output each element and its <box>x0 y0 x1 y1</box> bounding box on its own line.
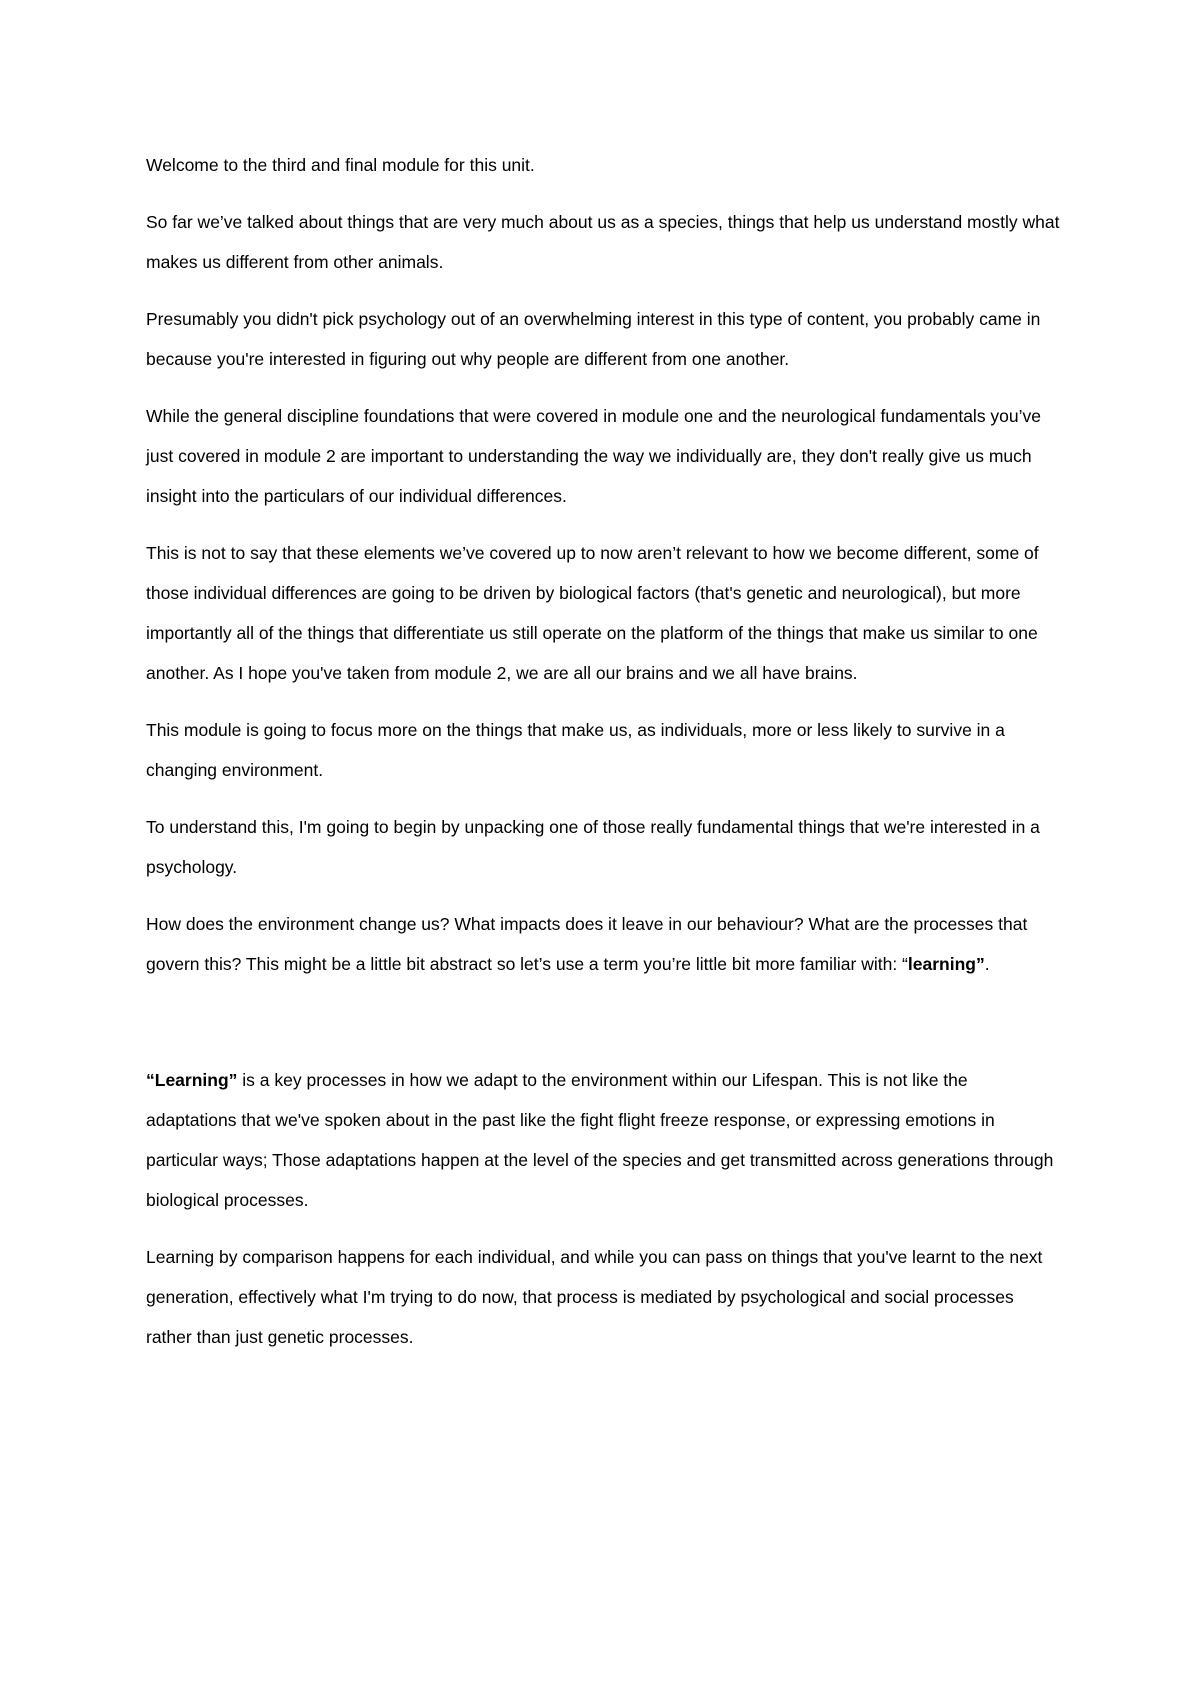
learning-heading-bold: “Learning” <box>146 1070 238 1090</box>
paragraph-learning-definition-text: is a key processes in how we adapt to the environment within our Lifespan. This is not like the adaptations that we've spoken about in the past like the fight flight freeze response, or expressing emotions in particular ways; Those adaptations happen at the level of the species and get transmitted across generations through biological processes. <box>146 1070 1054 1210</box>
paragraph-foundations: While the general discipline foundations that were covered in module one and the neurological fundamentals you’ve just covered in module 2 are important to understanding the way we individually are, they don't really give us much insight into the particulars of our individual differences. <box>146 406 1042 506</box>
paragraph-environment-questions-text: How does the environment change us? What impacts does it leave in our behaviour? What are the processes that govern this? This might be a little bit abstract so let’s use a term you’re little bit more familiar with: “ <box>146 914 1028 974</box>
paragraph-understanding: To understand this, I'm going to begin by unpacking one of those really fundamental things that we're interested in a psychology. <box>146 817 1040 877</box>
paragraph-individual-differences: This is not to say that these elements we’ve covered up to now aren’t relevant to how we become different, some of those individual differences are going to be driven by biological factors (that's genetic and neurological), but more importantly all of the things that differentiate us still operate on the platform of the things that make us similar to one another. As I hope you've taken from module 2, we are all our brains and we all have brains. <box>146 543 1039 683</box>
paragraph-learning-comparison: Learning by comparison happens for each individual, and while you can pass on things that you've learnt to the next generation, effectively what I'm trying to do now, that process is mediated by psychological and social processes rather than just genetic processes. <box>146 1247 1043 1347</box>
paragraph-psychology-interest: Presumably you didn't pick psychology out of an overwhelming interest in this type of content, you probably came in because you're interested in figuring out why people are different from one another. <box>146 309 1041 369</box>
paragraph-species: So far we’ve talked about things that are very much about us as a species, things that help us understand mostly what makes us different from other animals. <box>146 212 1060 272</box>
paragraph-module-focus: This module is going to focus more on the things that make us, as individuals, more or less likely to survive in a changing environment. <box>146 720 1005 780</box>
paragraph-welcome: Welcome to the third and final module for this unit. <box>146 155 535 175</box>
learning-term-bold: learning” <box>907 954 985 974</box>
paragraph-environment-questions-end: . <box>984 954 990 974</box>
paragraph-environment-questions <box>146 904 1060 984</box>
paragraph-learning-definition <box>146 1060 1060 1220</box>
